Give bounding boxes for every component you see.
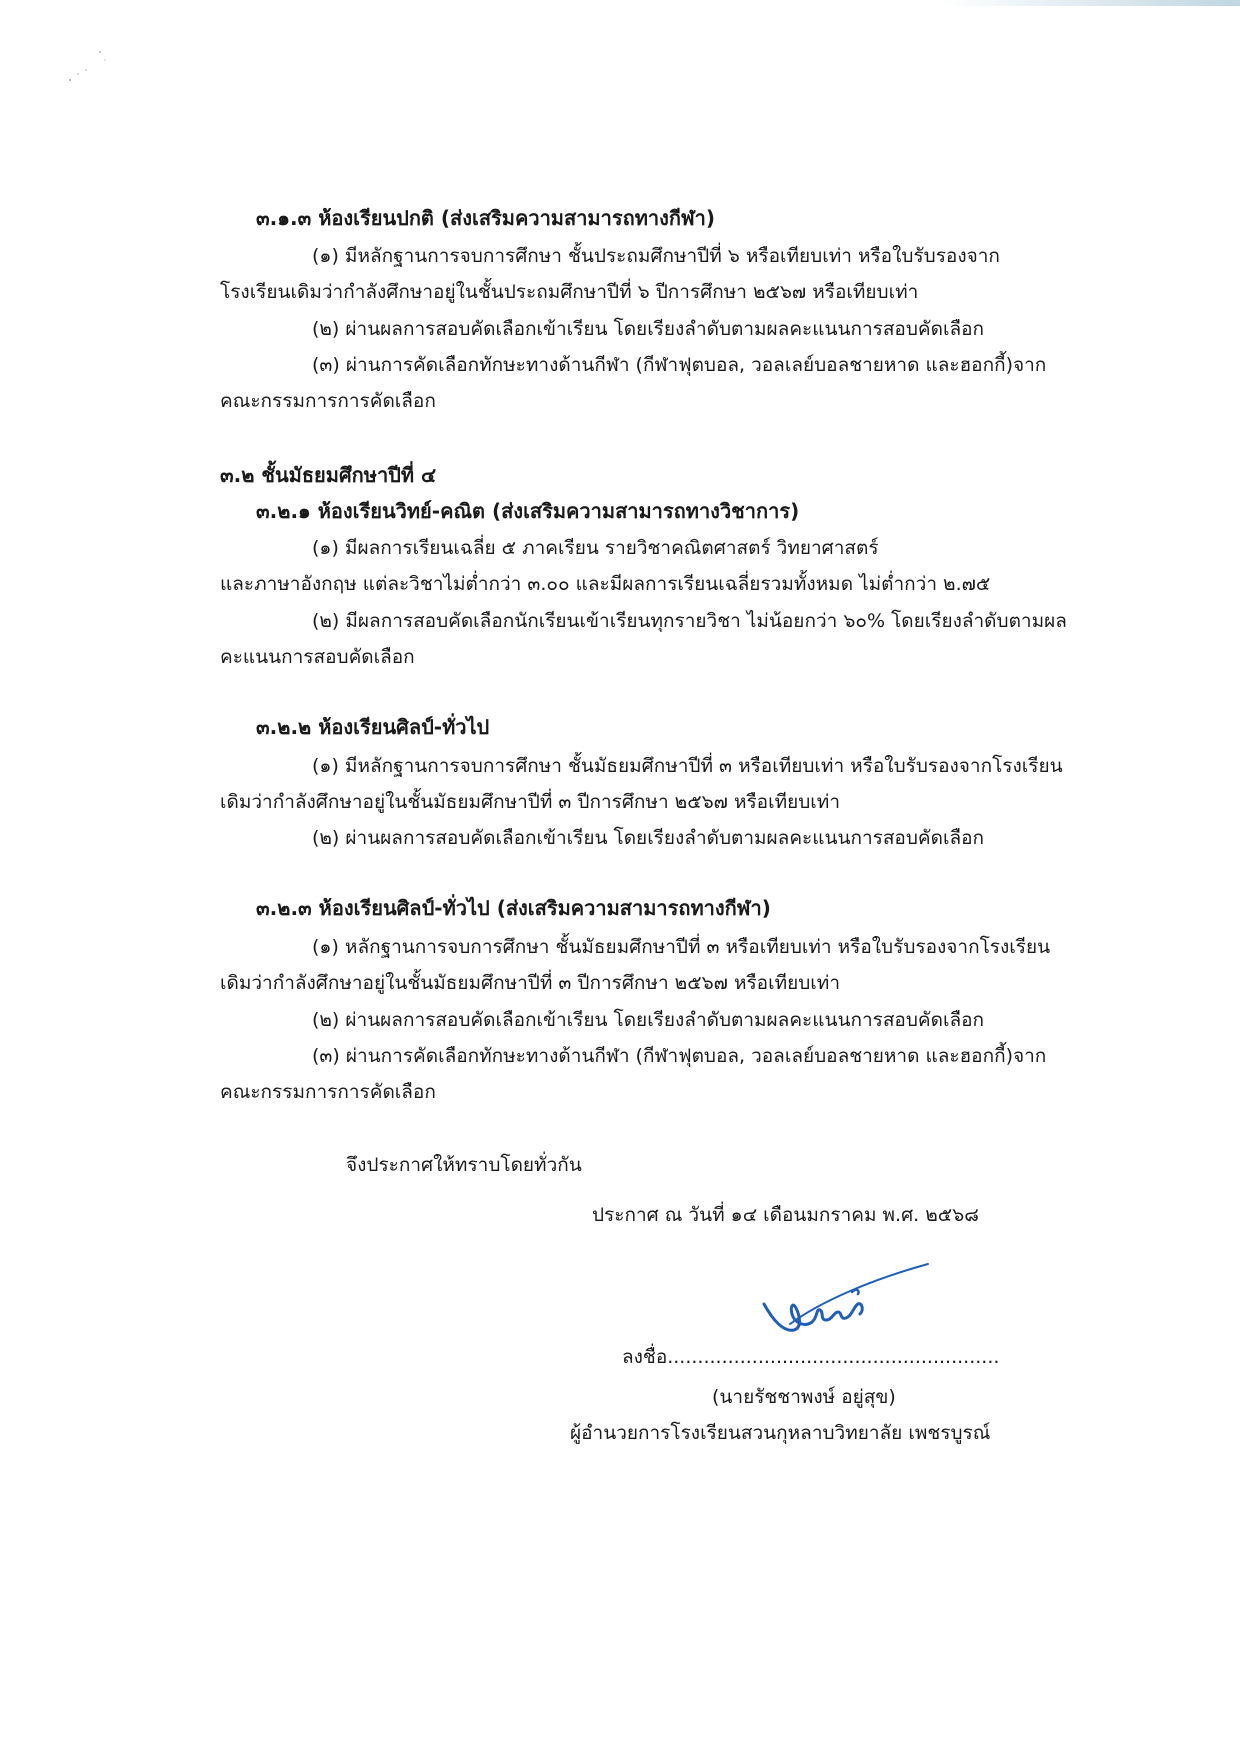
s313-item1-line1: (๑) มีหลักฐานการจบการศึกษา ชั้นประถมศึกษาปีที่ ๖ หรือเทียบเท่า หรือใบรับรองจาก	[312, 245, 1000, 267]
closing-announcement: จึงประกาศให้ทราบโดยทั่วกัน	[346, 1154, 582, 1176]
s322-item1-line2: เดิมว่ากำลังศึกษาอยู่ในชั้นมัธยมศึกษาปีที่ ๓ ปีการศึกษา ๒๕๖๗ หรือเทียบเท่า	[220, 791, 840, 813]
signer-name: (นายรัชชาพงษ์ อยู่สุข)	[712, 1386, 896, 1408]
heading-3-2-3: ๓.๒.๓ ห้องเรียนศิลป์-ทั่วไป (ส่งเสริมความสามารถทางกีฬา)	[256, 896, 771, 920]
s313-item2: (๒) ผ่านผลการสอบคัดเลือกเข้าเรียน โดยเรียงลำดับตามผลคะแนนการสอบคัดเลือก	[312, 318, 985, 340]
s323-item2: (๒) ผ่านผลการสอบคัดเลือกเข้าเรียน โดยเรียงลำดับตามผลคะแนนการสอบคัดเลือก	[312, 1009, 985, 1031]
s322-item1-line1: (๑) มีหลักฐานการจบการศึกษา ชั้นมัธยมศึกษาปีที่ ๓ หรือเทียบเท่า หรือใบรับรองจากโรงเรียน	[312, 755, 1063, 777]
s313-item3-line1: (๓) ผ่านการคัดเลือกทักษะทางด้านกีฬา (กีฬาฟุตบอล, วอลเลย์บอลชายหาด และฮอกกี้)จาก	[312, 354, 1047, 376]
signature-line: ลงชื่อ.......................................................	[622, 1346, 1000, 1368]
heading-3-1-3: ๓.๑.๓ ห้องเรียนปกติ (ส่งเสริมความสามารถทางกีฬา)	[256, 206, 716, 230]
signer-title: ผู้อำนวยการโรงเรียนสวนกุหลาบวิทยาลัย เพชรบูรณ์	[570, 1422, 991, 1444]
heading-3-2: ๓.๒ ชั้นมัธยมศึกษาปีที่ ๔	[220, 463, 437, 487]
s321-item2-line2: คะแนนการสอบคัดเลือก	[220, 646, 415, 668]
announcement-date: ประกาศ ณ วันที่ ๑๔ เดือนมกราคม พ.ศ. ๒๕๖๘	[592, 1204, 979, 1226]
s323-item3-line1: (๓) ผ่านการคัดเลือกทักษะทางด้านกีฬา (กีฬาฟุตบอล, วอลเลย์บอลชายหาด และฮอกกี้)จาก	[312, 1045, 1047, 1067]
s313-item3-line2: คณะกรรมการการคัดเลือก	[220, 390, 436, 412]
s323-item1-line1: (๑) หลักฐานการจบการศึกษา ชั้นมัธยมศึกษาปีที่ ๓ หรือเทียบเท่า หรือใบรับรองจากโรงเรียน	[312, 936, 1051, 958]
s321-item2-line1: (๒) มีผลการสอบคัดเลือกนักเรียนเข้าเรียนทุกรายวิชา ไม่น้อยกว่า ๖๐% โดยเรียงลำดับตามผล	[312, 610, 1067, 632]
scan-edge-tint	[940, 0, 1240, 6]
s323-item3-line2: คณะกรรมการการคัดเลือก	[220, 1081, 436, 1103]
s321-item1-line2: และภาษาอังกฤษ แต่ละวิชาไม่ต่ำกว่า ๓.๐๐ และมีผลการเรียนเฉลี่ยรวมทั้งหมด ไม่ต่ำกว่า ๒.๗๕	[220, 573, 991, 595]
s323-item1-line2: เดิมว่ากำลังศึกษาอยู่ในชั้นมัธยมศึกษาปีที่ ๓ ปีการศึกษา ๒๕๖๗ หรือเทียบเท่า	[220, 972, 840, 994]
scan-specks	[60, 40, 130, 100]
s313-item1-line2: โรงเรียนเดิมว่ากำลังศึกษาอยู่ในชั้นประถมศึกษาปีที่ ๖ ปีการศึกษา ๒๕๖๗ หรือเทียบเท่า	[220, 281, 919, 303]
s322-item2: (๒) ผ่านผลการสอบคัดเลือกเข้าเรียน โดยเรียงลำดับตามผลคะแนนการสอบคัดเลือก	[312, 827, 985, 849]
heading-3-2-2: ๓.๒.๒ ห้องเรียนศิลป์-ทั่วไป	[256, 715, 490, 739]
heading-3-2-1: ๓.๒.๑ ห้องเรียนวิทย์-คณิต (ส่งเสริมความสามารถทางวิชาการ)	[256, 499, 800, 523]
s321-item1-line1: (๑) มีผลการเรียนเฉลี่ย ๕ ภาคเรียน รายวิชาคณิตศาสตร์ วิทยาศาสตร์	[312, 537, 879, 559]
